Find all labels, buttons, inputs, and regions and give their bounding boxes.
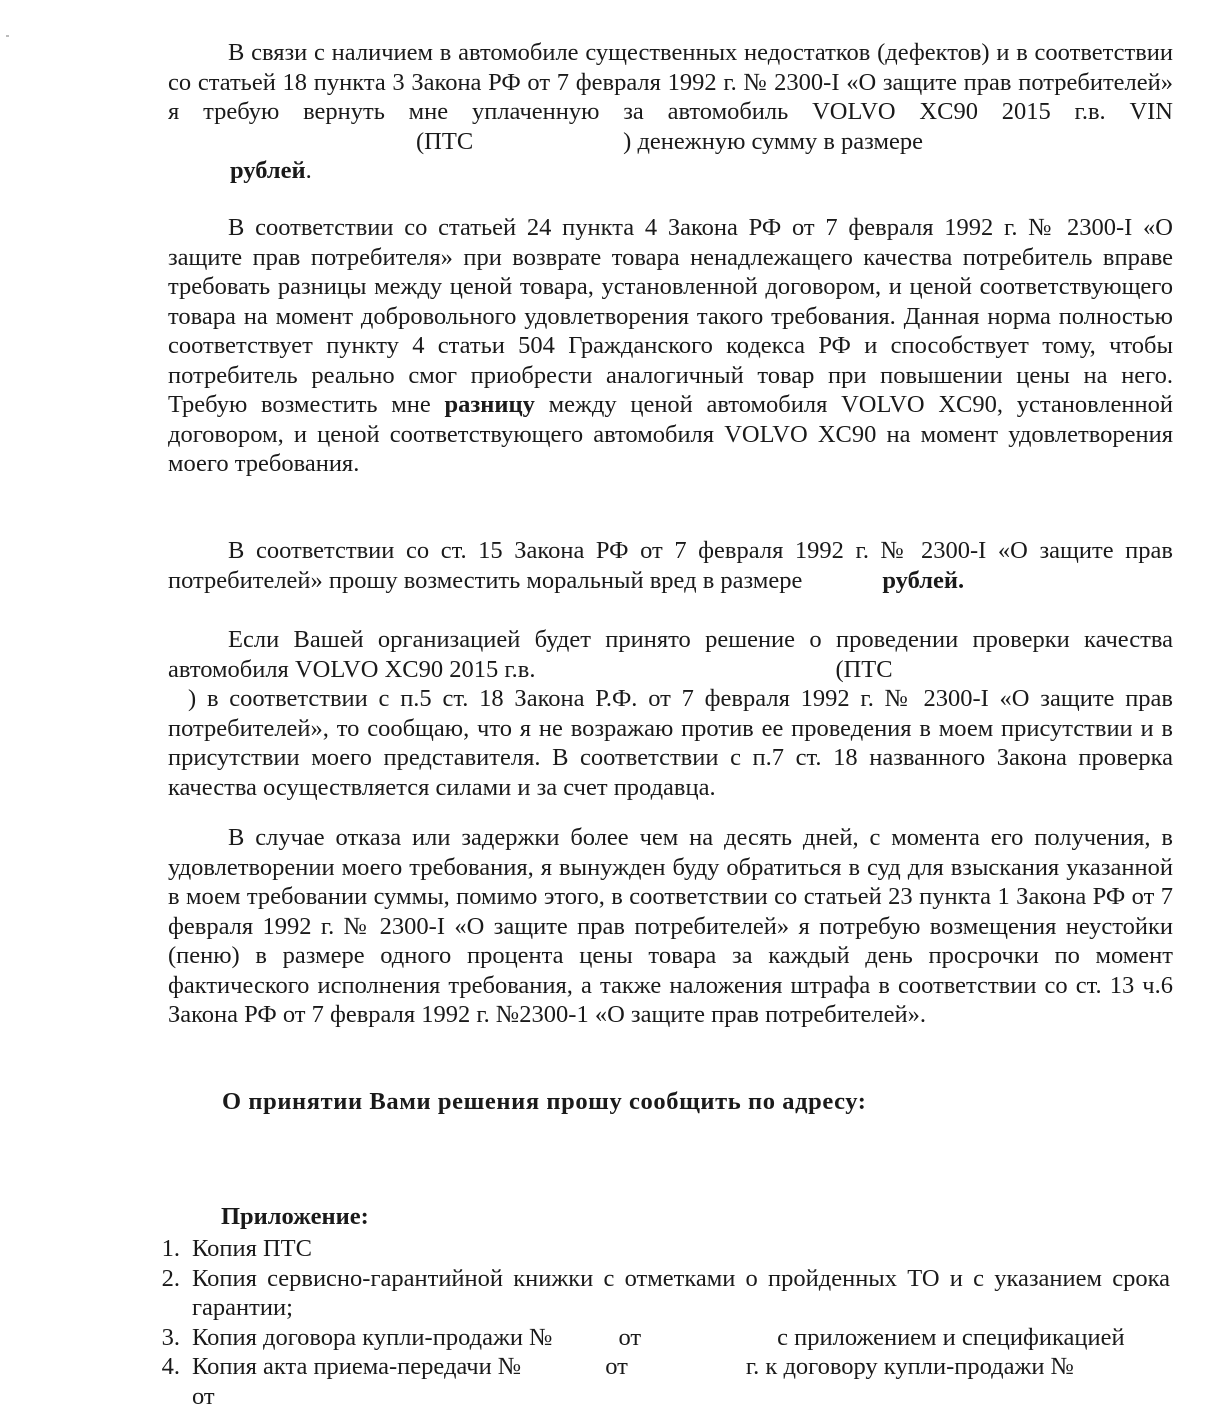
- paragraph-quality-check: [168, 625, 1173, 802]
- list-item: [150, 1264, 1170, 1323]
- scan-speck: [6, 35, 9, 37]
- p3-rubles: рублей.: [882, 566, 965, 594]
- p2-difference: разницу: [444, 391, 535, 418]
- item3-text-c: с приложением и спецификацией: [777, 1323, 1125, 1351]
- paragraph-price-difference: [168, 213, 1173, 479]
- list-item-text: Копия ПТС: [192, 1235, 312, 1262]
- list-item-text: Копия сервисно-гарантийной книжки с отметками о пройденных ТО и с указанием срока гарантии;: [192, 1264, 1170, 1321]
- list-item-number: 1.: [161, 1235, 180, 1262]
- attachments-title: Приложение:: [221, 1203, 369, 1230]
- item3-text-a: Копия договора купли-продажи №: [192, 1323, 553, 1351]
- p3-text-a: В соответствии со ст. 15 Закона РФ от 7 февраля 1992 г. № 2300-I «О защите прав потребителей» прошу возместить моральный вред в размере: [168, 537, 1173, 594]
- p4-text-a: Если Вашей организацией будет принято решение о проведении проверки качества автомобиля VOLVO XC90 2015 г.в.: [168, 626, 1173, 683]
- list-item-number: 4.: [161, 1353, 180, 1380]
- p2-text-c: между ценой автомобиля VOLVO XC90, установленной договором, и ценой соответствующего автомобиля VOLVO XC90 на момент удовлетворения моего требования.: [168, 391, 1174, 477]
- p1-pts: (ПТС: [416, 127, 474, 155]
- attachments-list: [150, 1234, 1170, 1411]
- list-item-text: [192, 1352, 1170, 1411]
- item4-text-c: г. к договору купли-продажи №: [745, 1353, 1075, 1380]
- paragraph-court-warning: [168, 823, 1173, 1030]
- p2-text-a: В соответствии со статьей 24 пункта 4 Закона РФ от 7 февраля 1992 г. № 2300-I «О защите прав потребителя» при возврате товара ненадлежащего качества потребитель вправе требовать разницы между ценой товара, установленной договором, и ценой соответствующего товара на момент добровольного удовлетворения такого требования. Данная норма полностью соответствует пункту 4 статьи 504 Гражданского кодекса РФ и способствует тому, чтобы потребитель реально смог приобрести аналогичный товар при повышении цены на него. Требую возместить мне: [168, 214, 1173, 418]
- item3-from: от: [618, 1323, 642, 1351]
- p4-pts: (ПТС: [835, 655, 893, 683]
- p4-text-c: ) в соответствии с п.5 ст. 18 Закона Р.Ф. от 7 февраля 1992 г. № 2300-I «О защите прав потребителей», то сообщаю, что я не возражаю против ее проведения в моем присутствии и в присутствии моего представителя. В соответствии с п.7 ст. 18 названного Закона проверка качества осуществляется силами и за счет продавца.: [168, 685, 1173, 801]
- list-item: [150, 1323, 1170, 1353]
- item4-from: от: [605, 1353, 628, 1380]
- p1-text-a: В связи с наличием в автомобиле существенных недостатков (дефектов) и в соответствии со статьей 18 пункта 3 Закона РФ от 7 февраля 1992 г. № 2300-I «О защите прав потребителей» я требую вернуть мне уплаченную за автомобиль VOLVO XC90 2015 г.в. VIN: [168, 39, 1173, 125]
- list-item-number: 2.: [161, 1264, 180, 1292]
- list-item: [150, 1352, 1170, 1411]
- list-item-text: [192, 1323, 1170, 1353]
- paragraph-refund-demand: [168, 38, 1173, 186]
- list-item-number: 3.: [161, 1323, 180, 1351]
- item4-from-2: от: [192, 1382, 215, 1410]
- p5-text: В случае отказа или задержки более чем на десять дней, с момента его получения, в удовлетворении моего требования, я вынужден буду обратиться в суд для взыскания указанной в моем требовании суммы, помимо этого, в соответствии со статьей 23 пункта 1 Закона РФ от 7 февраля 1992 г. № 2300-I «О защите прав потребителей» я потребую возмещения неустойки (пеню) в размере одного процента цены товара за каждый день просрочки по момент фактического исполнения требования, а также наложения штрафа в соответствии со ст. 13 ч.6 Закона РФ от 7 февраля 1992 г. №2300-1 «О защите прав потребителей».: [168, 824, 1173, 1028]
- p1-text-c: ) денежную сумму в размере: [623, 127, 924, 155]
- item4-text-a: Копия акта приема-передачи №: [192, 1353, 522, 1380]
- p1-rubles: рублей: [230, 157, 306, 184]
- request-address-line: О принятии Вами решения прошу сообщить по адресу:: [222, 1088, 867, 1115]
- p1-period: .: [305, 157, 312, 184]
- list-item: [150, 1234, 1170, 1264]
- paragraph-moral-damage: [168, 536, 1173, 595]
